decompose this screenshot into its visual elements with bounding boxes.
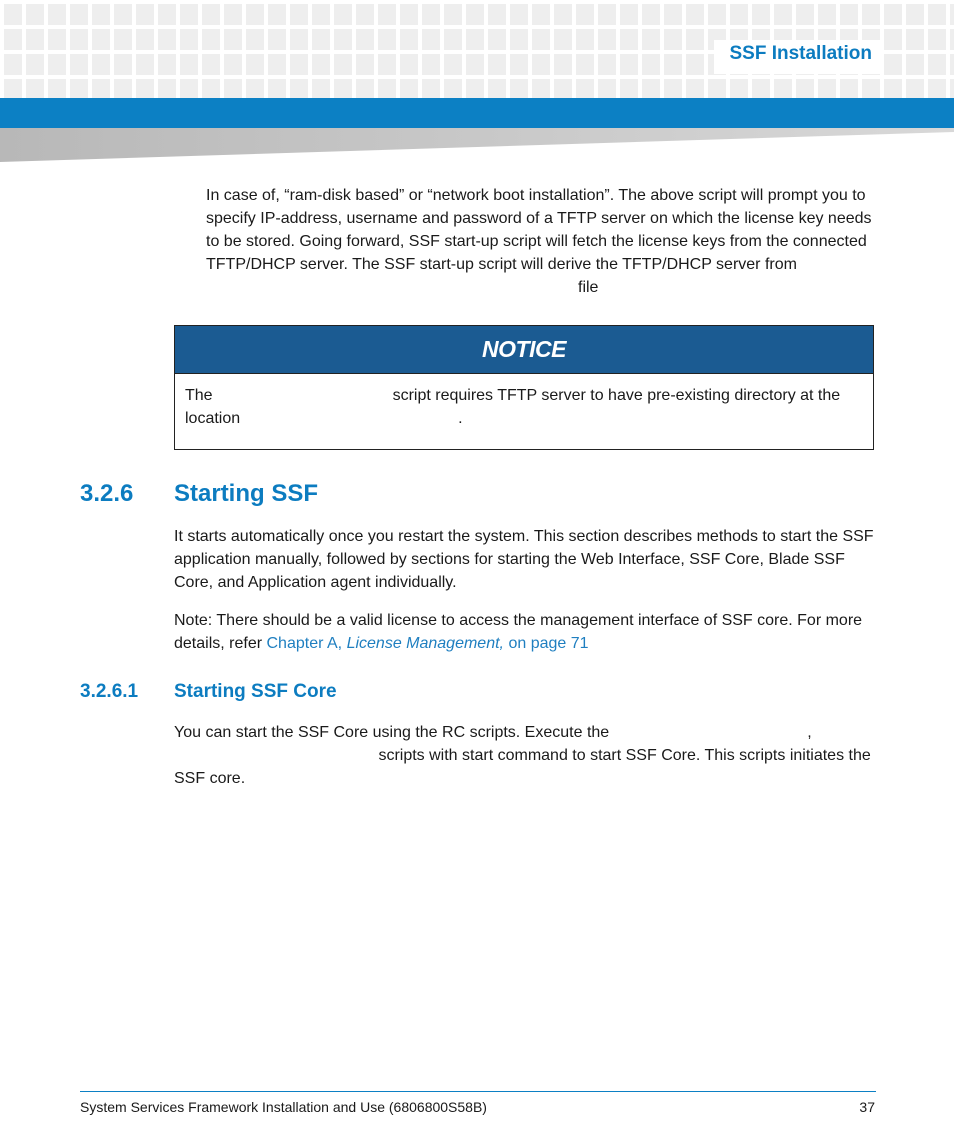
core-text-start: You can start the SSF Core using the RC scripts. Execute the bbox=[174, 724, 610, 741]
subsection-title: Starting SSF Core bbox=[174, 681, 337, 702]
notice-mid: script requires TFTP server to have pre-existing directory at the location bbox=[185, 387, 841, 427]
intro-paragraph bbox=[206, 184, 876, 299]
core-text-end: scripts with start command to start SSF Core. This scripts initiates the SSF core. bbox=[174, 747, 871, 787]
intro-tail: file bbox=[578, 279, 599, 296]
license-note-paragraph bbox=[174, 609, 876, 655]
note-text: Note: There should be a valid license to access the management interface of SSF core. For more details, refer bbox=[174, 612, 863, 652]
footer-document-title: System Services Framework Installation and Use (6806800S58B) bbox=[80, 1099, 487, 1115]
notice-title: NOTICE bbox=[482, 336, 566, 362]
intro-text: In case of, “ram-disk based” or “network boot installation”. The above script will prompt you to specify IP-address, username and password of a TFTP server on which the license key needs to be stored. Going forward, SSF start-up script will fetch the license keys from the connected TFTP/DHCP server. The SSF start-up script will derive the TFTP/DHCP server from bbox=[206, 187, 872, 273]
ssf-core-paragraph bbox=[174, 721, 876, 790]
chapter-link[interactable]: Chapter A, bbox=[266, 635, 343, 652]
section-number: 3.2.6 bbox=[80, 480, 134, 507]
section-title: Starting SSF bbox=[174, 480, 319, 507]
notice-box bbox=[174, 325, 874, 450]
notice-text bbox=[185, 384, 865, 430]
running-header-title: SSF Installation bbox=[729, 43, 872, 64]
notice-header bbox=[175, 326, 873, 374]
starting-ssf-paragraph: It starts automatically once you restart the system. This section describes methods to start the SSF application manually, followed by sections for starting the Web Interface, SSF Core, Blade SSF Core, and Application agent individually. bbox=[174, 528, 874, 591]
page-link[interactable]: on page 71 bbox=[508, 635, 589, 652]
subsection-number: 3.2.6.1 bbox=[80, 681, 139, 702]
header-gray-wedge bbox=[0, 128, 954, 162]
license-management-link[interactable]: License Management, bbox=[346, 635, 504, 652]
notice-end: . bbox=[458, 410, 463, 427]
page-number: 37 bbox=[859, 1099, 875, 1115]
header-blue-bar bbox=[0, 98, 954, 128]
notice-the: The bbox=[185, 387, 213, 404]
core-text-comma: , bbox=[807, 724, 812, 741]
footer-divider bbox=[80, 1091, 876, 1092]
